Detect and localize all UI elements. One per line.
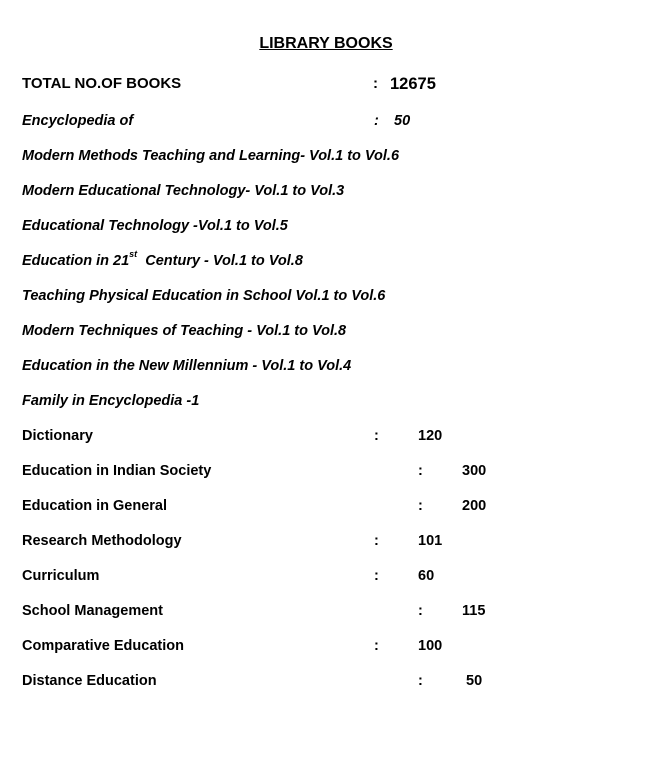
category-label: Dictionary — [22, 428, 93, 444]
encyclopedia-title-text: Modern Techniques of Teaching - Vol.1 to Vol.8 — [22, 323, 347, 339]
category-label: Comparative Education — [22, 638, 184, 654]
ordinal-suffix: st — [129, 249, 138, 260]
title-text-start: Education in 21 — [22, 253, 130, 269]
total-books-label: TOTAL NO.OF BOOKS — [22, 75, 182, 92]
category-label: Distance Education — [22, 673, 157, 689]
category-colon: : — [418, 463, 423, 479]
encyclopedia-value: 50 — [394, 113, 411, 129]
category-count: 120 — [418, 428, 443, 444]
encyclopedia-label: Encyclopedia of — [22, 113, 134, 129]
category-colon: : — [374, 638, 379, 654]
total-books-colon: : — [373, 75, 378, 92]
encyclopedia-title-text: Teaching Physical Education in School Vol.1 to Vol.6 — [22, 288, 386, 304]
category-count: 60 — [418, 568, 435, 584]
category-label: School Management — [22, 603, 163, 619]
category-colon: : — [374, 568, 379, 584]
page-title: LIBRARY BOOKS — [259, 35, 393, 52]
category-count: 50 — [466, 673, 483, 689]
encyclopedia-colon: : — [374, 113, 379, 129]
category-label: Education in Indian Society — [22, 463, 212, 479]
encyclopedia-title-text: Family in Encyclopedia -1 — [22, 393, 200, 409]
category-label: Education in General — [22, 498, 168, 514]
encyclopedia-title-text — [22, 251, 303, 271]
category-colon: : — [418, 603, 423, 619]
encyclopedia-title-text: Modern Methods Teaching and Learning- Vol.1 to Vol.6 — [22, 148, 400, 164]
category-count: 115 — [462, 603, 486, 619]
category-colon: : — [374, 428, 379, 444]
title-text-end: Century - Vol.1 to Vol.8 — [137, 253, 303, 269]
category-label: Research Methodology — [22, 533, 182, 549]
category-colon: : — [418, 673, 423, 689]
category-label: Curriculum — [22, 568, 100, 584]
category-count: 100 — [418, 638, 443, 654]
encyclopedia-title-text: Modern Educational Technology- Vol.1 to Vol.3 — [22, 183, 345, 199]
encyclopedia-title-text: Educational Technology -Vol.1 to Vol.5 — [22, 218, 288, 234]
category-count: 200 — [462, 498, 487, 514]
category-colon: : — [374, 533, 379, 549]
total-books-value: 12675 — [390, 75, 436, 93]
category-count: 101 — [418, 533, 443, 549]
category-colon: : — [418, 498, 423, 514]
encyclopedia-title-text: Education in the New Millennium - Vol.1 to Vol.4 — [22, 358, 352, 374]
category-count: 300 — [462, 463, 487, 479]
